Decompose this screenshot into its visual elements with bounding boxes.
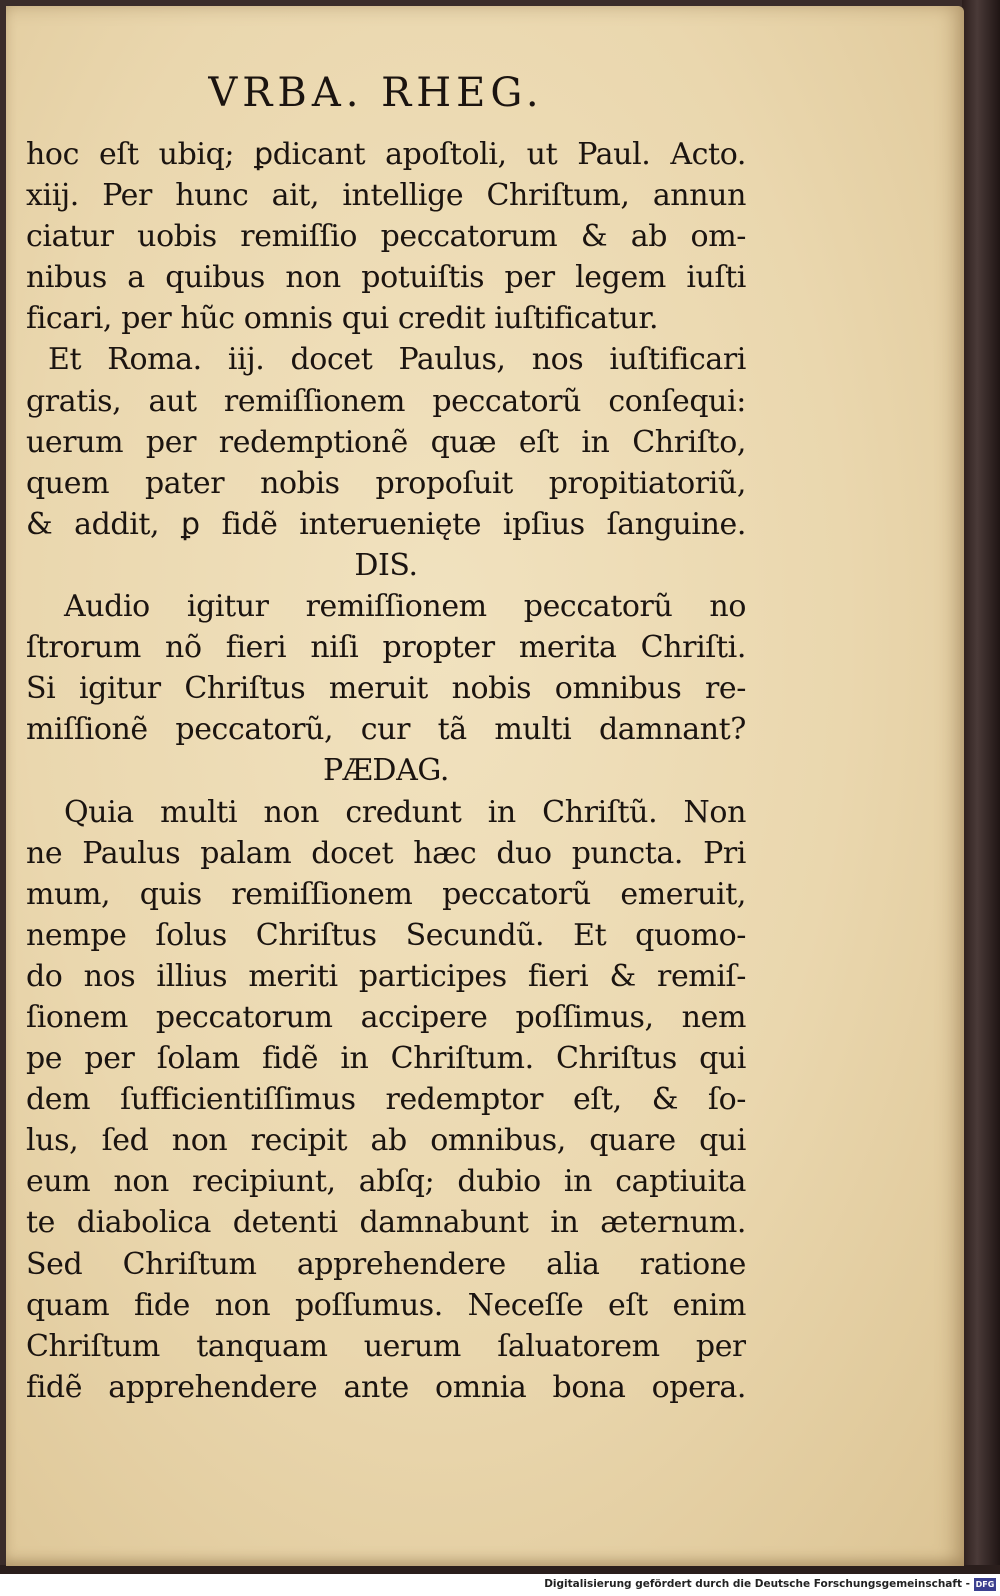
text-line: do nos illius meriti participes fieri & remiſ- — [26, 958, 746, 994]
text-block — [26, 134, 746, 1408]
text-line: miſſionẽ peccatorũ, cur tã multi damnant? — [26, 712, 746, 748]
text-line: uerum per redemptionẽ quæ eſt in Chriſto, — [26, 424, 746, 460]
text-line: ficari, per hũc omnis qui credit iuſtificatur. — [26, 301, 659, 337]
dfg-logo: DFG — [975, 1580, 995, 1589]
text-line: Sed Chriſtum apprehendere alia ratione — [26, 1246, 746, 1282]
book-page — [6, 6, 964, 1566]
text-line: Et Roma. iij. docet Paulus, nos iuſtificari — [48, 342, 746, 378]
text-line: Si igitur Chriſtus meruit nobis omnibus re- — [26, 671, 746, 707]
scanner-background-bottom — [0, 1565, 1000, 1574]
text-line: lus, ſed non recipit ab omnibus, quare qui — [26, 1123, 746, 1159]
text-line: ciatur uobis remiſſio peccatorum & ab om- — [26, 219, 746, 255]
text-line: gratis, aut remiſſionem peccatorũ conſequi: — [26, 383, 746, 419]
text-line: eum non recipiunt, abſq; dubio in captiuita — [26, 1164, 746, 1200]
text-line: te diabolica detenti damnabunt in æternum. — [26, 1205, 746, 1241]
scanner-background-right — [962, 0, 1000, 1574]
text-line: mum, quis remiſſionem peccatorũ emeruit, — [26, 876, 746, 912]
text-line: ſtrorum nõ fieri niſi propter merita Chriſti. — [26, 630, 746, 666]
text-line: pe per ſolam fidẽ in Chriſtum. Chriſtus qui — [26, 1041, 746, 1077]
text-line: quem pater nobis propoſuit propitiatoriũ, — [26, 465, 746, 501]
text-line: Quia multi non credunt in Chriſtũ. Non — [64, 794, 746, 830]
digitization-footer — [0, 1574, 1000, 1596]
text-line: xiij. Per hunc ait, intellige Chriſtum, annun — [26, 178, 746, 214]
speaker-heading-paedag: PÆDAG. — [323, 753, 449, 789]
text-line: Audio igitur remiſſionem peccatorũ no — [64, 589, 746, 625]
text-line: quam fide non poſſumus. Neceſſe eſt enim — [26, 1287, 746, 1323]
text-line: hoc eſt ubiq; ꝑdicant apoſtoli, ut Paul. Acto. — [26, 137, 746, 172]
text-line: fidẽ apprehendere ante omnia bona opera. — [26, 1369, 746, 1405]
text-line: nibus a quibus non potuiſtis per legem iuſti — [26, 260, 746, 296]
funding-credit: Digitalisierung gefördert durch die Deutsche Forschungsgemeinschaft - — [544, 1578, 970, 1590]
text-line: & addit, ꝑ fidẽ interuenięte ipſius ſanguine. — [26, 506, 746, 542]
text-line: Chriſtum tanquam uerum ſaluatorem per — [26, 1328, 746, 1364]
text-line: ſionem peccatorum accipere poſſimus, nem — [26, 999, 746, 1035]
running-head: VRBA. RHEG. — [208, 70, 544, 116]
text-line: ne Paulus palam docet hæc duo puncta. Pri — [26, 835, 746, 871]
text-line: dem ſufficientiſſimus redemptor eſt, & ſo- — [26, 1082, 746, 1118]
speaker-heading-dis: DIS. — [354, 547, 418, 583]
text-line: nempe ſolus Chriſtus Secundũ. Et quomo- — [26, 917, 746, 953]
